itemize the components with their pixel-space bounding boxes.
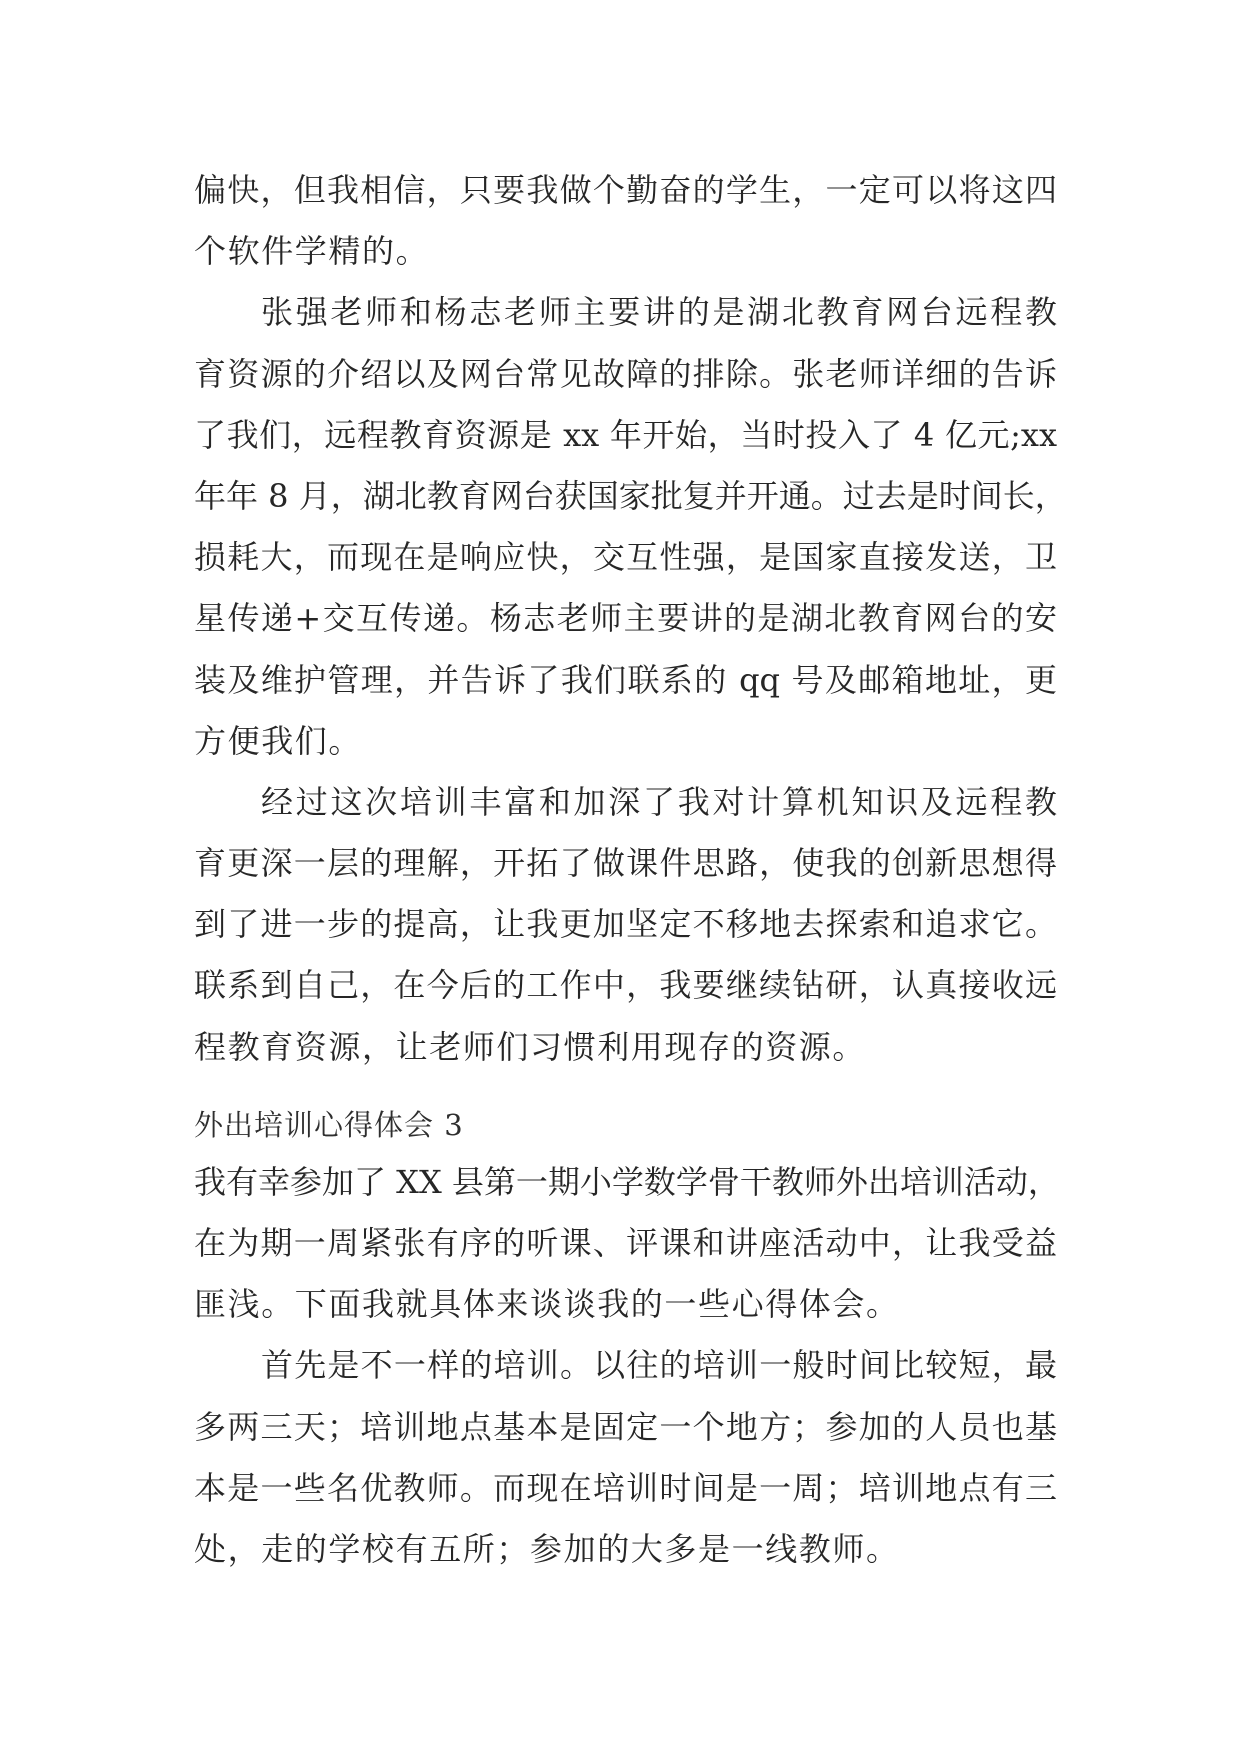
text-line: 育更深一层的理解，开拓了做课件思路，使我的创新思想得	[194, 844, 1057, 883]
text-line: 首先是不一样的培训。以往的培训一般时间比较短，最	[261, 1346, 1057, 1385]
paragraph	[194, 1335, 1057, 1580]
text-line: 在为期一周紧张有序的听课、评课和讲座活动中，让我受益	[194, 1224, 1057, 1262]
document-body	[194, 160, 1067, 1580]
text-line: 我有幸参加了 XX 县第一期小学数学骨干教师外出培训活动，	[194, 1162, 1060, 1201]
text-line: 个软件学精的。	[194, 232, 430, 271]
text-line: 本是一些名优教师。而现在培训时间是一周；培训地点有三	[194, 1468, 1057, 1507]
text-line: 到了进一步的提高，让我更加坚定不移地去探索和追求它。	[194, 905, 1057, 944]
text-line: 经过这次培训丰富和加深了我对计算机知识及远程教	[261, 782, 1057, 821]
text-line: 了我们，远程教育资源是 xx 年开始，当时投入了 4 亿元;xx	[194, 415, 1057, 454]
text-line: 装及维护管理，并告诉了我们联系的 qq 号及邮箱地址，更	[194, 660, 1057, 699]
text-line: 多两三天；培训地点基本是固定一个地方；参加的人员也基	[194, 1407, 1057, 1446]
section-heading: 外出培训心得体会 3	[194, 1107, 464, 1142]
text-line: 方便我们。	[194, 721, 363, 760]
paragraph	[194, 1152, 1060, 1336]
text-line: 张强老师和杨志老师主要讲的是湖北教育网台远程教	[261, 293, 1057, 332]
text-line: 联系到自己，在今后的工作中，我要继续钻研，认真接收远	[194, 966, 1057, 1005]
paragraph	[194, 282, 1067, 772]
text-line: 损耗大，而现在是响应快，交互性强，是国家直接发送，卫	[194, 538, 1057, 577]
text-line: 处，走的学校有五所；参加的大多是一线教师。	[194, 1529, 900, 1568]
paragraph	[194, 160, 1057, 282]
text-line: 匪浅。下面我就具体来谈谈我的一些心得体会。	[194, 1285, 900, 1324]
text-line: 星传递+交互传递。杨志老师主要讲的是湖北教育网台的安	[194, 599, 1057, 638]
text-line: 程教育资源，让老师们习惯利用现存的资源。	[194, 1027, 867, 1066]
text-line: 育资源的介绍以及网台常见故障的排除。张老师详细的告诉	[194, 354, 1057, 393]
text-line: 年年 8 月，湖北教育网台获国家批复并开通。过去是时间长，	[194, 476, 1067, 515]
paragraph	[194, 772, 1057, 1078]
text-line: 偏快，但我相信，只要我做个勤奋的学生，一定可以将这四	[194, 171, 1057, 209]
